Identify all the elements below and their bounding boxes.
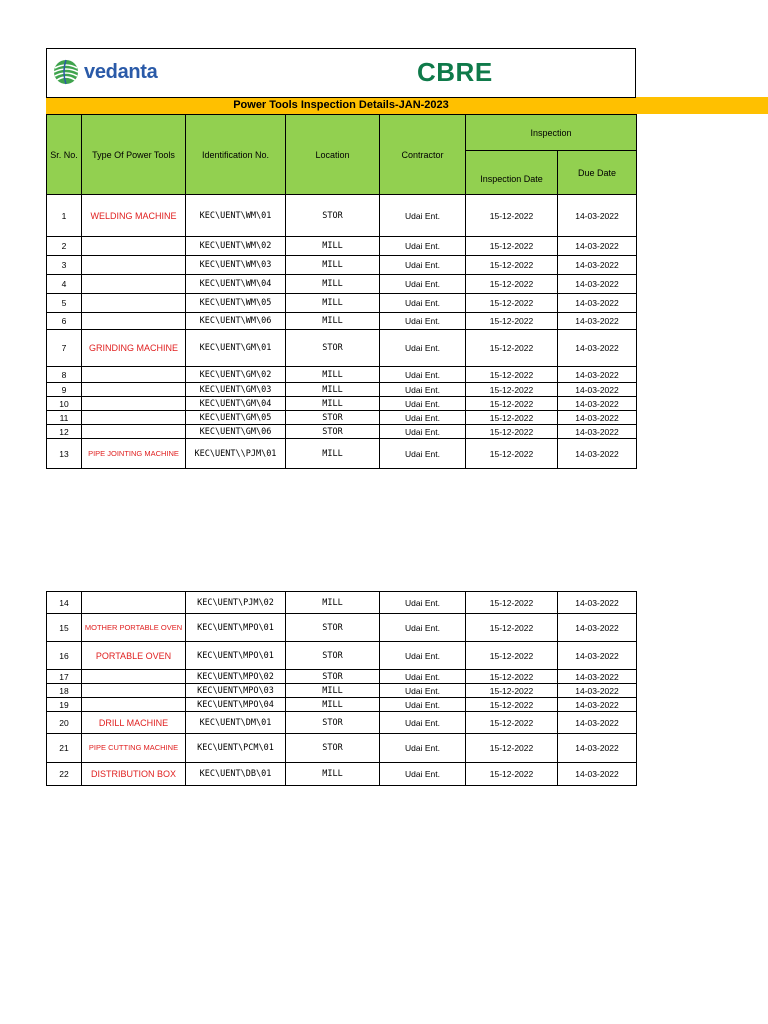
table-row xyxy=(47,763,637,786)
cell-contractor: Udai Ent. xyxy=(380,712,466,734)
cell-due-date: 14-03-2022 xyxy=(558,397,637,411)
cell-due-date: 14-03-2022 xyxy=(558,670,637,684)
cell-inspection-date: 15-12-2022 xyxy=(466,670,558,684)
cell-sr-no: 16 xyxy=(47,642,82,670)
cell-location: MILL xyxy=(286,439,380,469)
cell-identification: KEC\UENT\\PJM\01 xyxy=(186,439,286,469)
cell-tool-type xyxy=(82,256,186,275)
table-row xyxy=(47,670,637,684)
cell-tool-type xyxy=(82,670,186,684)
cell-inspection-date: 15-12-2022 xyxy=(466,256,558,275)
cell-sr-no: 11 xyxy=(47,411,82,425)
cell-location: MILL xyxy=(286,592,380,614)
cell-sr-no: 19 xyxy=(47,698,82,712)
cell-sr-no: 18 xyxy=(47,684,82,698)
cell-location: STOR xyxy=(286,411,380,425)
cell-inspection-date: 15-12-2022 xyxy=(466,642,558,670)
cell-due-date: 14-03-2022 xyxy=(558,367,637,383)
cell-sr-no: 3 xyxy=(47,256,82,275)
cell-sr-no: 9 xyxy=(47,383,82,397)
cell-location: MILL xyxy=(286,763,380,786)
table-row xyxy=(47,698,637,712)
cell-inspection-date: 15-12-2022 xyxy=(466,367,558,383)
table-row xyxy=(47,330,637,367)
cell-due-date: 14-03-2022 xyxy=(558,712,637,734)
cell-identification: KEC\UENT\WM\06 xyxy=(186,313,286,330)
col-sr-no: Sr. No. xyxy=(47,115,82,195)
cell-contractor: Udai Ent. xyxy=(380,313,466,330)
table-row xyxy=(47,313,637,330)
cell-contractor: Udai Ent. xyxy=(380,367,466,383)
cell-location: MILL xyxy=(286,237,380,256)
cell-due-date: 14-03-2022 xyxy=(558,592,637,614)
cell-location: MILL xyxy=(286,397,380,411)
cell-tool-type: PORTABLE OVEN xyxy=(82,642,186,670)
cell-contractor: Udai Ent. xyxy=(380,330,466,367)
cell-tool-type xyxy=(82,411,186,425)
cell-due-date: 14-03-2022 xyxy=(558,383,637,397)
cell-tool-type xyxy=(82,698,186,712)
cell-identification: KEC\UENT\WM\05 xyxy=(186,294,286,313)
cell-location: MILL xyxy=(286,313,380,330)
cell-sr-no: 5 xyxy=(47,294,82,313)
cell-location: MILL xyxy=(286,294,380,313)
table-row xyxy=(47,294,637,313)
cell-inspection-date: 15-12-2022 xyxy=(466,294,558,313)
header-bar xyxy=(46,48,636,97)
cell-due-date: 14-03-2022 xyxy=(558,411,637,425)
col-location: Location xyxy=(286,115,380,195)
cell-location: STOR xyxy=(286,712,380,734)
cell-contractor: Udai Ent. xyxy=(380,195,466,237)
cell-identification: KEC\UENT\PJM\02 xyxy=(186,592,286,614)
cell-location: STOR xyxy=(286,614,380,642)
cell-sr-no: 2 xyxy=(47,237,82,256)
cell-sr-no: 21 xyxy=(47,734,82,763)
cell-sr-no: 6 xyxy=(47,313,82,330)
cell-due-date: 14-03-2022 xyxy=(558,256,637,275)
cell-identification: KEC\UENT\GM\01 xyxy=(186,330,286,367)
col-due-date: Due Date xyxy=(558,151,637,195)
cell-contractor: Udai Ent. xyxy=(380,698,466,712)
cell-inspection-date: 15-12-2022 xyxy=(466,698,558,712)
cell-due-date: 14-03-2022 xyxy=(558,439,637,469)
cell-sr-no: 20 xyxy=(47,712,82,734)
cell-location: STOR xyxy=(286,330,380,367)
col-inspection-date: Inspection Date xyxy=(466,151,558,195)
inspection-table-1 xyxy=(46,114,637,469)
cell-due-date: 14-03-2022 xyxy=(558,734,637,763)
table-row xyxy=(47,256,637,275)
table-row xyxy=(47,411,637,425)
cell-inspection-date: 15-12-2022 xyxy=(466,237,558,256)
cell-identification: KEC\UENT\WM\04 xyxy=(186,275,286,294)
cell-sr-no: 8 xyxy=(47,367,82,383)
cell-sr-no: 12 xyxy=(47,425,82,439)
cell-tool-type: GRINDING MACHINE xyxy=(82,330,186,367)
cell-inspection-date: 15-12-2022 xyxy=(466,425,558,439)
cell-inspection-date: 15-12-2022 xyxy=(466,763,558,786)
cell-tool-type xyxy=(82,237,186,256)
cell-location: STOR xyxy=(286,734,380,763)
cell-sr-no: 15 xyxy=(47,614,82,642)
cell-sr-no: 22 xyxy=(47,763,82,786)
cell-tool-type xyxy=(82,275,186,294)
table-row xyxy=(47,195,637,237)
cell-sr-no: 1 xyxy=(47,195,82,237)
cell-tool-type xyxy=(82,294,186,313)
table-row xyxy=(47,439,637,469)
cell-location: STOR xyxy=(286,670,380,684)
cell-due-date: 14-03-2022 xyxy=(558,294,637,313)
col-contractor: Contractor xyxy=(380,115,466,195)
table-row xyxy=(47,237,637,256)
cell-tool-type xyxy=(82,684,186,698)
cell-location: MILL xyxy=(286,684,380,698)
cell-identification: KEC\UENT\MPO\03 xyxy=(186,684,286,698)
cell-location: MILL xyxy=(286,698,380,712)
cell-identification: KEC\UENT\PCM\01 xyxy=(186,734,286,763)
page-title: Power Tools Inspection Details-JAN-2023 xyxy=(233,99,449,111)
cell-tool-type: PIPE CUTTING MACHINE xyxy=(82,734,186,763)
cell-tool-type: WELDING MACHINE xyxy=(82,195,186,237)
cell-contractor: Udai Ent. xyxy=(380,275,466,294)
cell-contractor: Udai Ent. xyxy=(380,294,466,313)
cell-location: STOR xyxy=(286,195,380,237)
cell-contractor: Udai Ent. xyxy=(380,397,466,411)
cell-inspection-date: 15-12-2022 xyxy=(466,383,558,397)
cell-due-date: 14-03-2022 xyxy=(558,614,637,642)
table-row xyxy=(47,397,637,411)
cell-contractor: Udai Ent. xyxy=(380,763,466,786)
cell-tool-type: DRILL MACHINE xyxy=(82,712,186,734)
cell-identification: KEC\UENT\GM\06 xyxy=(186,425,286,439)
cell-due-date: 14-03-2022 xyxy=(558,313,637,330)
vedanta-globe-icon xyxy=(52,58,80,86)
cell-contractor: Udai Ent. xyxy=(380,256,466,275)
cell-inspection-date: 15-12-2022 xyxy=(466,330,558,367)
cell-contractor: Udai Ent. xyxy=(380,642,466,670)
sheet-header xyxy=(46,48,636,97)
cell-location: STOR xyxy=(286,642,380,670)
table-2-body xyxy=(47,592,637,786)
cell-inspection-date: 15-12-2022 xyxy=(466,275,558,294)
cell-inspection-date: 15-12-2022 xyxy=(466,684,558,698)
table-row xyxy=(47,383,637,397)
table-row xyxy=(47,712,637,734)
cell-tool-type xyxy=(82,367,186,383)
cell-inspection-date: 15-12-2022 xyxy=(466,734,558,763)
cell-identification: KEC\UENT\MPO\04 xyxy=(186,698,286,712)
cell-contractor: Udai Ent. xyxy=(380,592,466,614)
cell-contractor: Udai Ent. xyxy=(380,237,466,256)
col-inspection: Inspection xyxy=(466,115,637,151)
cell-tool-type: MOTHER PORTABLE OVEN xyxy=(82,614,186,642)
cell-identification: KEC\UENT\WM\02 xyxy=(186,237,286,256)
cell-identification: KEC\UENT\MPO\01 xyxy=(186,614,286,642)
table-row xyxy=(47,425,637,439)
cell-tool-type: DISTRIBUTION BOX xyxy=(82,763,186,786)
cell-inspection-date: 15-12-2022 xyxy=(466,313,558,330)
vedanta-logo xyxy=(52,58,158,86)
cell-sr-no: 14 xyxy=(47,592,82,614)
cell-sr-no: 13 xyxy=(47,439,82,469)
cell-contractor: Udai Ent. xyxy=(380,734,466,763)
cell-location: MILL xyxy=(286,367,380,383)
cell-inspection-date: 15-12-2022 xyxy=(466,712,558,734)
cell-identification: KEC\UENT\GM\04 xyxy=(186,397,286,411)
cell-tool-type xyxy=(82,313,186,330)
cell-inspection-date: 15-12-2022 xyxy=(466,592,558,614)
col-identification: Identification No. xyxy=(186,115,286,195)
cell-identification: KEC\UENT\MPO\02 xyxy=(186,670,286,684)
table-1-body xyxy=(47,195,637,469)
cell-location: STOR xyxy=(286,425,380,439)
cell-identification: KEC\UENT\GM\03 xyxy=(186,383,286,397)
cell-tool-type: PIPE JOINTING MACHINE xyxy=(82,439,186,469)
table-row xyxy=(47,684,637,698)
cell-identification: KEC\UENT\GM\02 xyxy=(186,367,286,383)
cell-due-date: 14-03-2022 xyxy=(558,763,637,786)
cell-inspection-date: 15-12-2022 xyxy=(466,439,558,469)
cell-contractor: Udai Ent. xyxy=(380,383,466,397)
table-row xyxy=(47,614,637,642)
col-tool-type: Type Of Power Tools xyxy=(82,115,186,195)
table-row xyxy=(47,642,637,670)
cell-inspection-date: 15-12-2022 xyxy=(466,411,558,425)
cell-due-date: 14-03-2022 xyxy=(558,425,637,439)
cell-inspection-date: 15-12-2022 xyxy=(466,195,558,237)
cell-tool-type xyxy=(82,592,186,614)
vedanta-logo-text: vedanta xyxy=(84,60,158,83)
cell-due-date: 14-03-2022 xyxy=(558,642,637,670)
cell-tool-type xyxy=(82,425,186,439)
table-row xyxy=(47,367,637,383)
inspection-table-2 xyxy=(46,591,637,786)
cell-location: MILL xyxy=(286,383,380,397)
cell-contractor: Udai Ent. xyxy=(380,614,466,642)
cell-contractor: Udai Ent. xyxy=(380,411,466,425)
table-row xyxy=(47,734,637,763)
cell-due-date: 14-03-2022 xyxy=(558,330,637,367)
cell-due-date: 14-03-2022 xyxy=(558,684,637,698)
cell-inspection-date: 15-12-2022 xyxy=(466,614,558,642)
cbre-logo: CBRE xyxy=(417,57,493,87)
cell-contractor: Udai Ent. xyxy=(380,425,466,439)
cell-inspection-date: 15-12-2022 xyxy=(466,397,558,411)
cell-due-date: 14-03-2022 xyxy=(558,275,637,294)
cell-sr-no: 7 xyxy=(47,330,82,367)
cell-identification: KEC\UENT\DM\01 xyxy=(186,712,286,734)
cell-location: MILL xyxy=(286,275,380,294)
cell-sr-no: 17 xyxy=(47,670,82,684)
cell-tool-type xyxy=(82,383,186,397)
cell-identification: KEC\UENT\MPO\01 xyxy=(186,642,286,670)
cell-due-date: 14-03-2022 xyxy=(558,195,637,237)
table-row xyxy=(47,592,637,614)
cell-tool-type xyxy=(82,397,186,411)
cell-contractor: Udai Ent. xyxy=(380,439,466,469)
cell-due-date: 14-03-2022 xyxy=(558,698,637,712)
cell-identification: KEC\UENT\DB\01 xyxy=(186,763,286,786)
table-row xyxy=(47,275,637,294)
cell-identification: KEC\UENT\GM\05 xyxy=(186,411,286,425)
cell-contractor: Udai Ent. xyxy=(380,670,466,684)
cell-location: MILL xyxy=(286,256,380,275)
cell-contractor: Udai Ent. xyxy=(380,684,466,698)
cell-sr-no: 10 xyxy=(47,397,82,411)
cell-sr-no: 4 xyxy=(47,275,82,294)
cell-due-date: 14-03-2022 xyxy=(558,237,637,256)
cell-identification: KEC\UENT\WM\01 xyxy=(186,195,286,237)
cell-identification: KEC\UENT\WM\03 xyxy=(186,256,286,275)
